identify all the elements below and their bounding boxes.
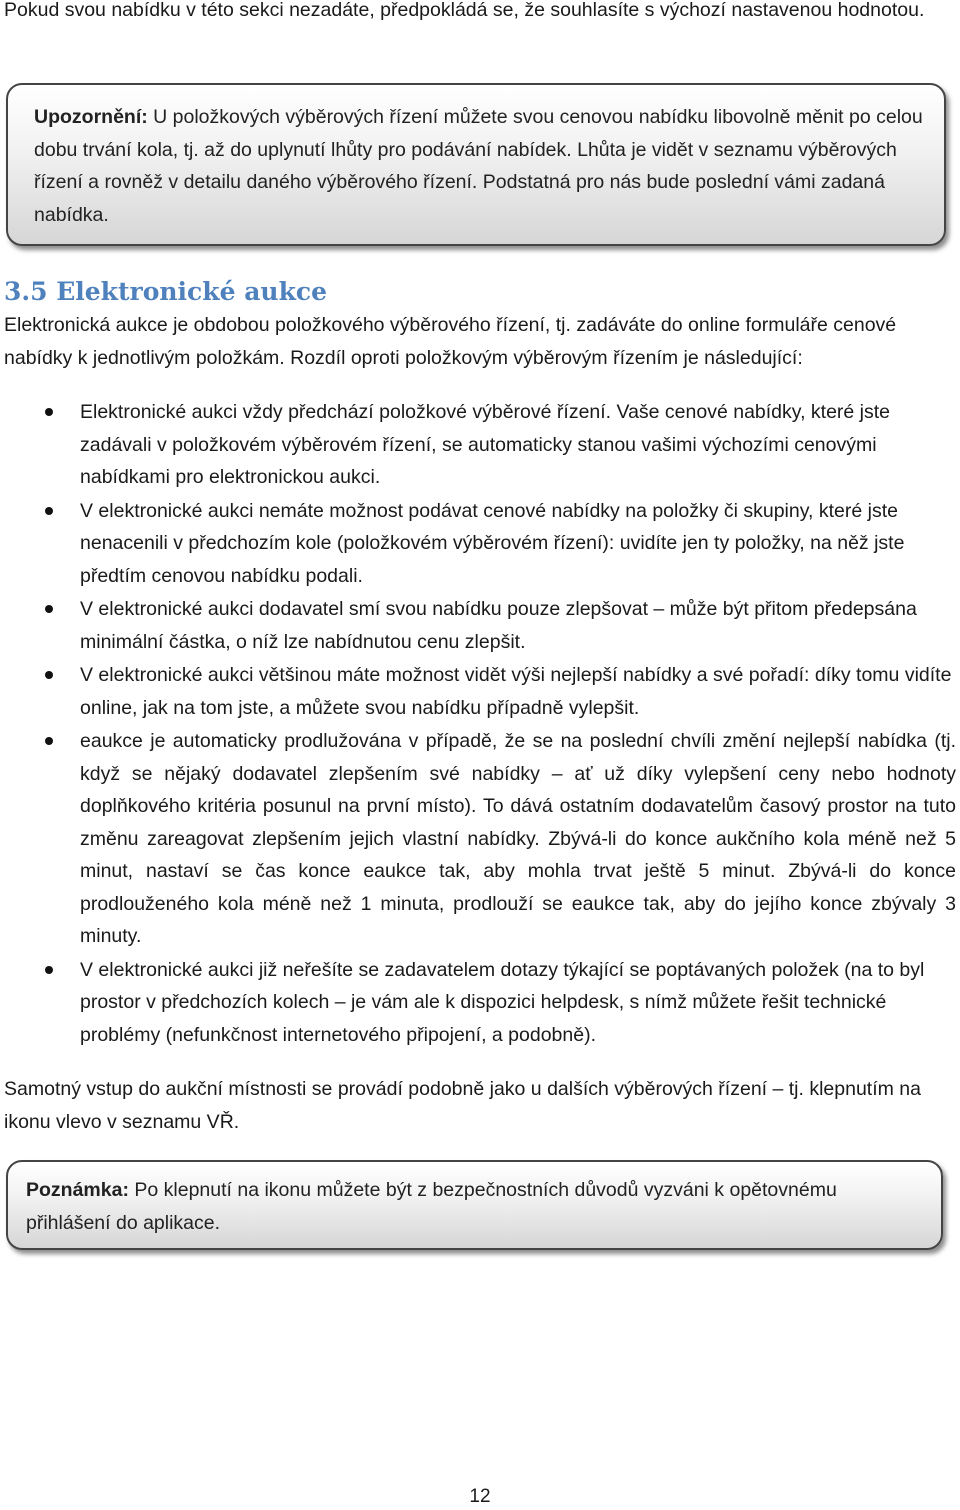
warning-callout <box>6 83 946 246</box>
list-item-text: eaukce je automaticky prodlužována v případě, že se na poslední chvíli změní nejlepší nabídka (tj. když se nějaký dodavatel zlepšením své nabídky – ať už díky vylepšení ceny nebo hodnoty doplňkového kritéria posunul na první místo). To dává ostatním dodavatelům časový prostor na tuto změnu zareagovat zlepšením jejich vlastní nabídky. Zbývá-li do konce aukčního kola méně než 5 minut, nastaví se čas konce eaukce tak, aby mohla trvat ještě 5 minut. Zbývá-li do konce prodlouženého kola méně než 1 minuta, prodlouží se eaukce tak, aby do jejího konce zbývaly 3 minuty. <box>80 730 956 947</box>
bullet-icon <box>45 671 53 679</box>
differences-list <box>0 396 960 1052</box>
note-callout <box>6 1160 943 1250</box>
section-intro-paragraph: Elektronická aukce je obdobou položkového výběrového řízení, tj. zadáváte do online formuláře cenové nabídky k jednotlivým položkám. Rozdíl oproti položkovým výběrovým řízením je následující: <box>4 314 897 369</box>
warning-text: U položkových výběrových řízení můžete svou cenovou nabídku libovolně měnit po celou dobu trvání kola, tj. až do uplynutí lhůty pro podávání nabídek. Lhůta je vidět v seznamu výběrových řízení a rovněž v detailu daného výběrového řízení. Podstatná pro nás bude poslední vámi zadaná nabídka. <box>34 106 923 226</box>
list-item-text: V elektronické aukci nemáte možnost podávat cenové nabídky na položky či skupiny, které jste nenacenili v předchozím kole (položkovém výběrovém řízení): uvidíte jen ty položky, na něž jste předtím cenovou nabídku podali. <box>80 499 905 587</box>
section-heading: 3.5 Elektronické aukce <box>4 277 328 306</box>
list-item <box>0 659 960 724</box>
note-text: Po klepnutí na ikonu můžete být z bezpečnostních důvodů vyzváni k opětovnému přihlášení do aplikace. <box>26 1179 837 1234</box>
page-number: 12 <box>469 1486 491 1507</box>
warning-paragraph <box>34 101 924 231</box>
list-item <box>0 725 960 953</box>
note-paragraph <box>26 1174 921 1239</box>
bullet-icon <box>45 737 53 745</box>
closing-paragraph: Samotný vstup do aukční místnosti se provádí podobně jako u dalších výběrových řízení – tj. klepnutím na ikonu vlevo v seznamu VŘ. <box>4 1078 921 1133</box>
list-item-text: V elektronické aukci již neřešíte se zadavatelem dotazy týkající se poptávaných položek (na to byl prostor v předchozích kolech – je vám ale k dispozici helpdesk, s nímž můžete řešit technické problémy (nefunkčnost internetového připojení, a podobně). <box>80 958 925 1046</box>
bullet-icon <box>45 507 53 515</box>
note-lead: Poznámka: <box>26 1179 129 1201</box>
list-item <box>0 396 960 494</box>
bullet-icon <box>45 966 53 974</box>
list-item-text: V elektronické aukci většinou máte možnost vidět výši nejlepší nabídky a své pořadí: díky tomu vidíte online, jak na tom jste, a můžete svou nabídku případně vylepšit. <box>80 664 952 719</box>
warning-lead: Upozornění: <box>34 106 148 128</box>
bullet-icon <box>45 408 53 416</box>
list-item <box>0 495 960 593</box>
list-item-text: Elektronické aukci vždy předchází položkové výběrové řízení. Vaše cenové nabídky, které jste zadávali v položkovém výběrovém řízení, se automaticky stanou vašimi výchozími cenovými nabídkami pro elektronickou aukci. <box>80 401 891 488</box>
list-item <box>0 954 960 1052</box>
bullet-icon <box>45 605 53 613</box>
list-item <box>0 593 960 658</box>
intro-paragraph: Pokud svou nabídku v této sekci nezadáte, předpokládá se, že souhlasíte s výchozí nastavenou hodnotou. <box>4 0 925 21</box>
list-item-text: V elektronické aukci dodavatel smí svou nabídku pouze zlepšovat – může být přitom předepsána minimální částka, o níž lze nabídnutou cenu zlepšit. <box>80 598 917 653</box>
